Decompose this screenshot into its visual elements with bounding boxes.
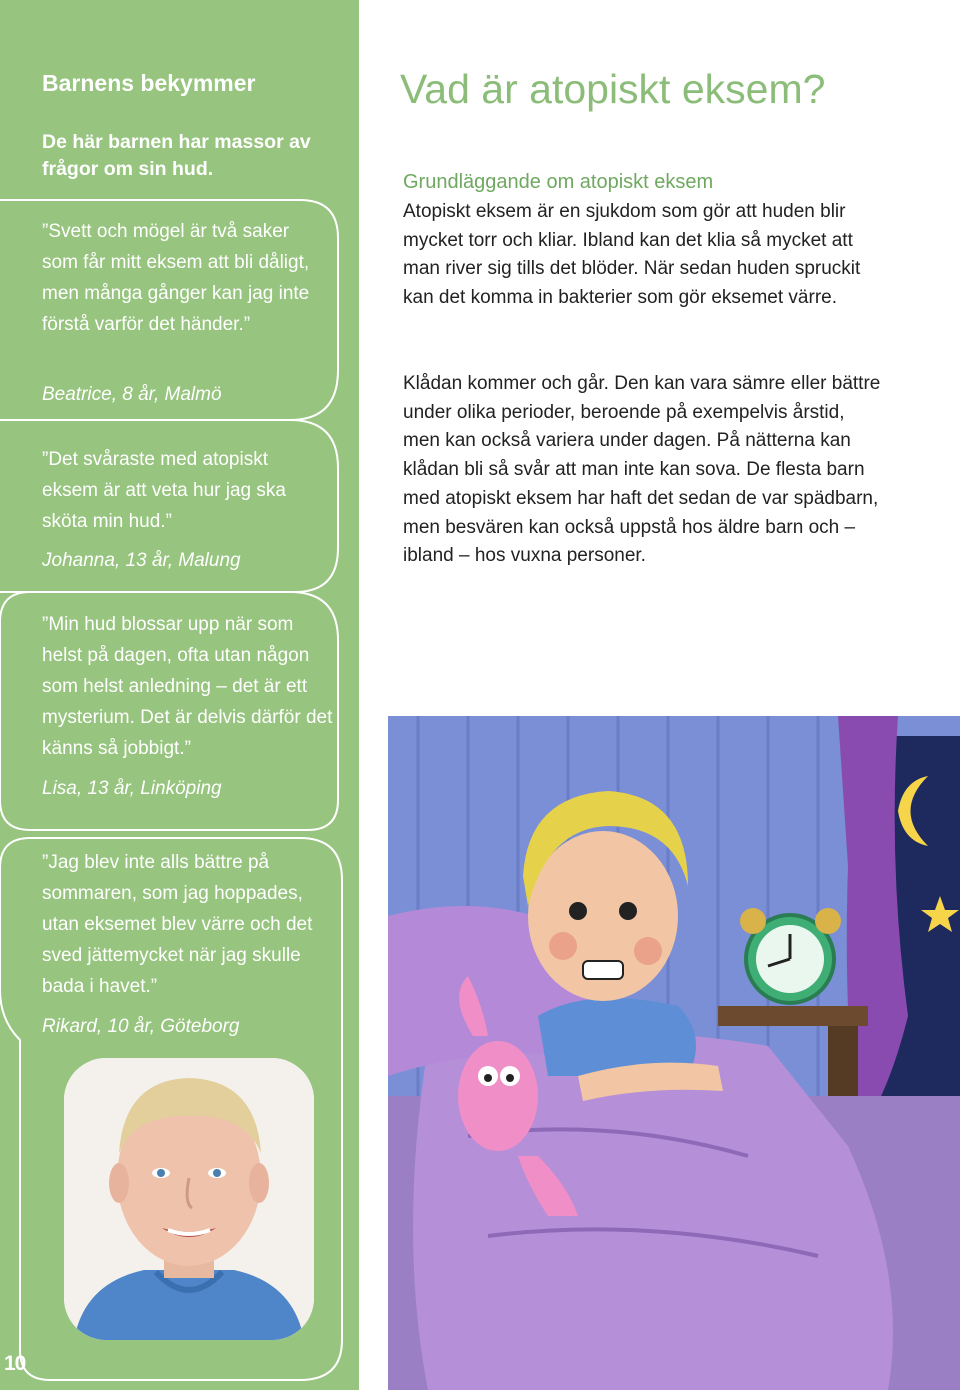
section-subheading: Grundläggande om atopiskt eksem — [403, 171, 714, 193]
quote-3-text: ”Min hud blossar upp när som helst på dagen, ofta utan någon som helst anledning – det är ett mysterium. Det är delvis därför det känns så jobbigt.” — [42, 614, 333, 759]
sidebar — [0, 0, 359, 1390]
quote-4-text: ”Jag blev inte alls bättre på sommaren, som jag hoppades, utan eksemet blev värre och det sved jättemycket när jag skulle bada i havet.” — [42, 852, 313, 997]
quote-1-author: Beatrice, 8 år, Malmö — [42, 384, 222, 405]
page-title: Vad är atopiskt eksem? — [400, 66, 826, 112]
sidebar-title: Barnens bekymmer — [42, 70, 256, 96]
paragraph-2: Klådan kommer och går. Den kan vara sämre eller bättre under olika perioder, beroende på exempelvis årstid, men kan också variera under dagen. På nätterna kan klådan bli så svår att man inte kan sova. De flesta barn med atopiskt eksem har haft det sedan de var spädbarn, men besvären kan också uppstå hos äldre barn och – ibland – hos vuxna personer. — [403, 373, 881, 567]
quote-3-author: Lisa, 13 år, Linköping — [42, 778, 222, 799]
quote-2-author: Johanna, 13 år, Malung — [42, 550, 241, 571]
page-number: 10 — [4, 1352, 26, 1375]
paragraph-1: Atopiskt eksem är en sjukdom som gör att huden blir mycket torr och kliar. Ibland kan det klia så mycket att man river sig tills det blöder. När sedan huden spruckit kan det komma in bakterier som gör eksemet värre. — [403, 201, 861, 309]
quote-2-text: ”Det svåraste med atopiskt eksem är att veta hur jag ska sköta min hud.” — [42, 449, 286, 532]
sidebar-lead: De här barnen har massor av frågor om sin hud. — [42, 131, 311, 180]
bedtime-illustration — [388, 716, 960, 1390]
quote-1-text: ”Svett och mögel är två saker som får mitt eksem att bli dåligt, men många gånger kan jag inte förstå varför det händer.” — [42, 221, 310, 335]
child-portrait-photo — [64, 1058, 314, 1340]
quote-4-author: Rikard, 10 år, Göteborg — [42, 1016, 240, 1037]
